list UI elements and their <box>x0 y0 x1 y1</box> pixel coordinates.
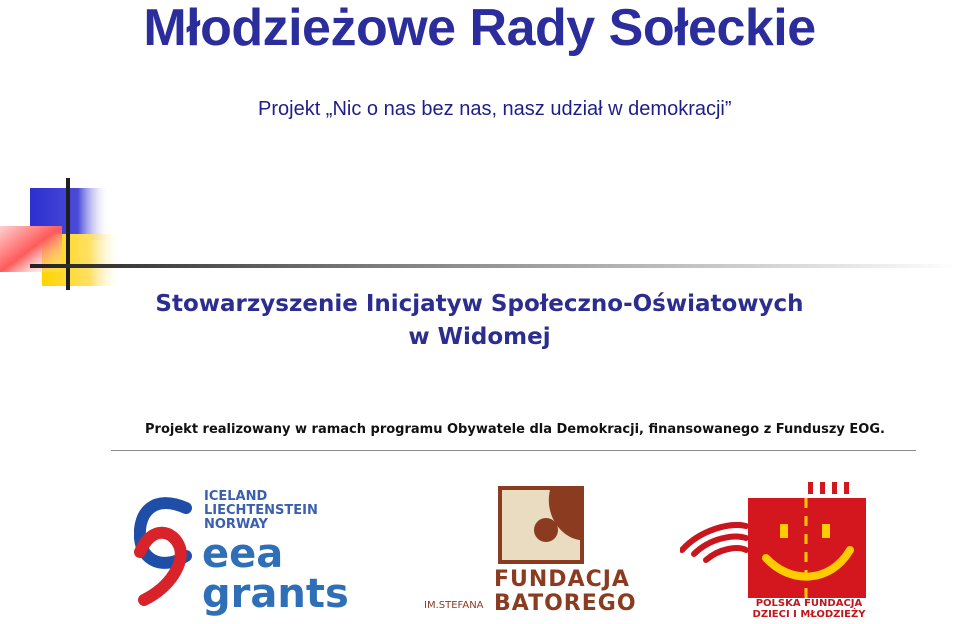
pfdm-wordmark <box>744 598 874 620</box>
deco-horizontal-line <box>30 264 959 268</box>
eea-wordmark: eea <box>202 531 284 577</box>
grants-wordmark: grants <box>202 571 349 617</box>
eea-country-iceland: ICELAND <box>204 489 268 504</box>
organization-line-1: Stowarzyszenie Inicjatyw Społeczno-Oświatowych <box>155 291 804 317</box>
eea-country-norway: NORWAY <box>204 517 268 532</box>
slide-subtitle: Projekt „Nic o nas bez nas, nasz udział w demokracji” <box>258 98 732 120</box>
pfdm-logo <box>680 480 880 624</box>
batory-emblem-icon <box>498 486 584 564</box>
eea-countries-list <box>204 490 318 532</box>
fundacja-batorego-logo <box>420 486 650 620</box>
decorative-squares-graphic <box>0 178 959 290</box>
eea-grants-logo <box>134 486 394 620</box>
batory-name-line-2: BATOREGO <box>494 591 637 616</box>
batory-wordmark <box>494 568 637 616</box>
pfdm-name-line-1: POLSKA FUNDACJA <box>755 598 863 609</box>
program-statement: Projekt realizowany w ramach programu Obywatele dla Demokracji, finansowanego z Funduszy EOG. <box>145 422 885 437</box>
pfdm-smiley-emblem-icon <box>680 480 880 598</box>
organization-line-2: w Widomej <box>408 324 551 350</box>
slide-title: Młodzieżowe Rady Sołeckie <box>143 0 816 57</box>
batory-prefix: IM.STEFANA <box>424 600 484 611</box>
eea-e-mark-icon <box>134 490 194 610</box>
organization-name <box>0 288 959 354</box>
deco-vertical-line <box>66 178 70 290</box>
pfdm-name-line-2: DZIECI I MŁODZIEŻY <box>752 609 866 620</box>
batory-name-line-1: FUNDACJA <box>494 567 630 592</box>
eea-country-liechtenstein: LIECHTENSTEIN <box>204 503 318 518</box>
divider-rule <box>111 450 916 451</box>
